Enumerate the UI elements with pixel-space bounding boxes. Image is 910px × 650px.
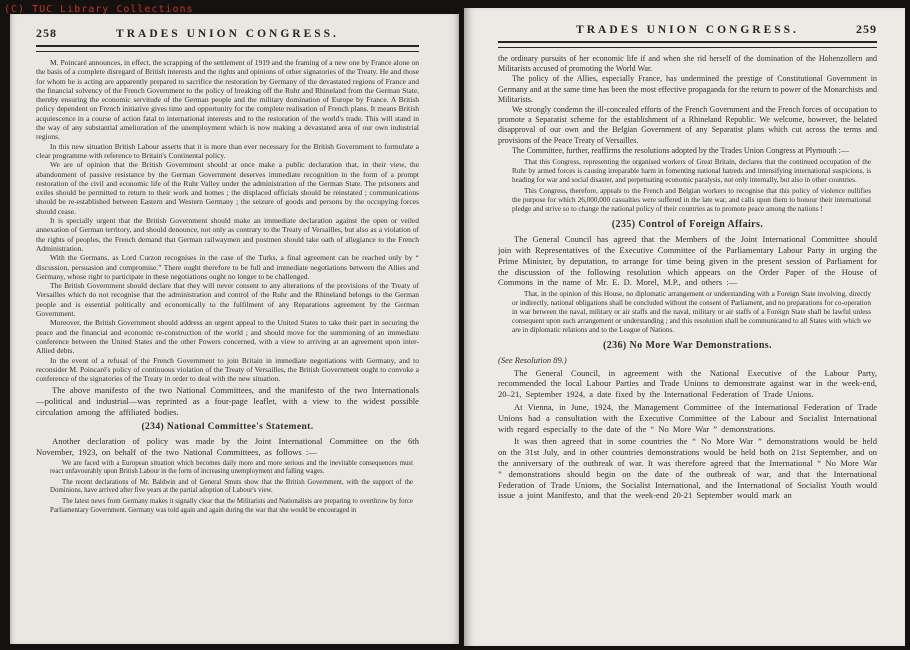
page-right [462, 8, 905, 646]
paragraph: Moreover, the British Government should address an urgent appeal to the United States to take their part in securing the peace and the financial and economic re-construction of the world ; and should move for the summoning of an immediate conference between the United States and the other Powers concerned, with a view to arriving at an agreement upon inter-Allied debts. [36, 318, 419, 356]
paragraph: the ordinary pursuits of her economic life if and when she rid herself of the domination of the Hohenzollern and Militarists accused of promoting the World War. [498, 54, 877, 74]
paragraph: It is specially urgent that the British Government should make an immediate declaration against the open or veiled annexation of German territory, and should denounce, not only as contrary to the Treaty of Versailles, but also as a violation of the rights of peoples, the French demand that German railwaymen and postmen should take oath of allegiance to the French Administration. [36, 216, 419, 253]
paragraph: The General Council has agreed that the Members of the Joint International Committee should join with Representatives of the Executive Committee of the Parliamentary Labour Party in urging the Prime Minister, by deputation, to arrange for time being given in the present session of Parliament for the discussion of the following resolution which appears on the Order Paper of the House of Commons in the name of Mr. E. D. Morel, M.P., and others :— [498, 234, 877, 288]
paragraph: Another declaration of policy was made by the Joint International Committee on the 6th November, 1923, on behalf of the two National Committees, as follows :— [36, 436, 419, 458]
library-watermark: (C) TUC Library Collections [4, 4, 194, 15]
paragraph: (See Resolution 89.) [498, 355, 567, 366]
paragraph: The General Council, in agreement with the National Executive of the Labour Party, recommended the local Labour Parties and Trade Unions to demonstrate against war in the week-end, 20–21, September 1924, a date fixed by the International Federation of Trade Unions. [498, 367, 877, 400]
paragraph: We strongly condemn the ill-concealed efforts of the French Government and the French forces of occupation to promote a Separatist scheme for the establishment of a Rhineland Republic. We welcome, however, the belated disapproval of our own and the Belgian Government of any Separatist plans which cut across the terms and provisions of the Peace Treaty of Versailles. [498, 105, 877, 145]
page-number-left: 258 [36, 26, 57, 40]
page-content-left [36, 58, 419, 515]
paragraph: In the event of a refusal of the French Government to join Britain in immediate negotiations with Germany, and to reconsider M. Poincaré's policy of continuous violation of the Treaty of Versailles, the British Government ought to convoke a conference of the signatories of the Treaty in order to deal with the new situation. [36, 355, 419, 384]
paragraph: With the Germans, as Lord Curzon recognises in the case of the Turks, a final agreement can be reached only by “ discussion, persuasion and compromise.” There ought therefore to be full and immediate negotiations between the Allies and Germany, whose right to participate in these negotiations ought no longer to be challenged. [36, 253, 419, 281]
paragraph: That this Congress, representing the organised workers of Great Britain, declares that the continued occupation of the Ruhr by armed forces is causing irreparable harm in fomenting national hatreds and intensifying international suspicions, is heading for war and social disaster, and perpetuating economic paralysis, not only internally, but also in other countries. [512, 158, 871, 185]
paragraph: The latest news from Germany makes it signally clear that the Militarists and Nationalists are preparing to overthrow by force Parliamentary Government. Germany was told again and again during the war that she would be encouraged in [50, 498, 413, 514]
paragraph: The recent declarations of Mr. Baldwin and of General Smuts show that the British Government, with the support of the Dominions, have arrived after five years at the partial adoption of Labour's view. [50, 478, 413, 495]
running-title-left: TRADES UNION CONGRESS. [116, 28, 339, 40]
paragraph: At Vienna, in June, 1924, the Management Committee of the International Federation of Trade Unions had a consultation with the Executive Committee of the Labour and Socialist International with regard especially to the date of the “ No More War ” demonstrations. [498, 402, 877, 434]
section-heading: (236) No More War Demonstrations. [602, 340, 772, 352]
header-rule-left [36, 45, 419, 52]
paragraph: It was then agreed that in some countries the “ No More War ” demonstrations would be held on the 31st July, and in other countries demonstrations would be held both on 21st September, and on the anniversary of the outbreak of war. It was therefore agreed that the International “ No More War ” demonstrations should begin on the date of the outbreak of war, and that the International Federation of Trade Unions, the Socialist International, and the International of Socialist Youth would issue a joint Manifesto, and that the week-end 20-21 September would mark an [498, 436, 877, 501]
paragraph: We are faced with a European situation which becomes daily more and more serious and the inevitable consequences must react unfavourably upon British Labour in the form of increasing unemployment and falling wages. [50, 459, 413, 476]
page-content-right [498, 54, 877, 501]
paragraph: That, in the opinion of this House, no diplomatic arrangement or understanding with a Foreign State involving, directly or indirectly, national obligations shall be concluded without the consent of Parliament, and no preparations for co-operation in war between the naval, military or air staffs and the naval, military or air staffs of a Foreign State shall be lawful unless consequent upon such arrangement or understanding ; and this resolution shall be communicated to all States with which we are in diplomatic relations and to the League of Nations. [512, 290, 871, 335]
page-number-right: 259 [856, 22, 877, 36]
paragraph: The policy of the Allies, especially France, has undermined the prestige of Constitutional Government in Germany and at the same time has been the most effective propaganda for the return to power of the Monarchists and Militarists. [498, 74, 877, 104]
page-left [10, 14, 459, 644]
paragraph: The British Government should declare that they will never consent to any alterations of the provisions of the Treaty of Versailles which do not recognise that the administration and control of the Ruhr and the Rhineland belongs to the German people and is essential politically and economically to the fulfilment of any Reparations agreement by the German Government. [36, 281, 419, 319]
paragraph: This Congress, therefore, appeals to the French and Belgian workers to recognise that this policy of violence nullifies the purpose for which 26,000,000 casualties were suffered in the late war, and calls upon them to honour their international pledge and strive so to change the national policy of their countries as to promote peace among the nations ! [512, 187, 871, 214]
section-heading: (235) Control of Foreign Affairs. [611, 219, 764, 231]
paragraph: In this new situation British Labour asserts that it is more than ever necessary for the British Government to formulate a clear programme with reference to Britain's Continental policy. [36, 141, 419, 160]
paragraph: M. Poincaré announces, in effect, the scrapping of the settlement of 1919 and the framing of a new one by France alone on the basis of a complete disregard of British interests and the rights and opinions of other signatories of the Treaty. He and those for whom he is acting are apparently prepared to sacrifice the restoration by Germany of the devastated regions of France and the financial solvency of the French Government to the policy of breaking off the Ruhr and Rhineland from the German State, thereby ensuring the economic servitude of the German people and the military domination of Europe by France. A British policy dependent on French initiative gives time and opportunity for the complete realisation of French plans. It means British acquiescence in a course of action fatal to international interests and to the restoration of the world's trade. This will stand in the way of any substantial amelioration of the unemployment which is now making a devastated area of our own industrial regions. [36, 58, 419, 142]
header-rule-right [498, 41, 877, 48]
page-header-left [36, 26, 419, 41]
paragraph: The Committee, further, reaffirms the resolutions adopted by the Trades Union Congress at Plymouth :— [512, 145, 849, 155]
section-heading: (234) National Committee's Statement. [141, 422, 314, 433]
running-title-right: TRADES UNION CONGRESS. [576, 24, 799, 36]
paragraph: The above manifesto of the two National Committees, and the manifesto of the two Internationals—political and industrial—was reprinted as a four-page leaflet, with a view to the widest possible circulation among the affiliated bodies. [36, 385, 419, 417]
paragraph: We are of opinion that the British Government should at once make a public declaration that, in their view, the abandonment of passive resistance by the German Government deserves immediate recognition in the form of a prompt restoration of the civil and economic life of the Ruhr Valley under the administration of the German State. The prisoners and exiles should be permitted to return to their work and homes ; the displaced officials should be reinstated ; communications should be re-established between Eastern and Western Germany ; the seizure of goods and persons by the occupying forces should cease. [36, 160, 419, 216]
page-header-right [498, 22, 877, 37]
